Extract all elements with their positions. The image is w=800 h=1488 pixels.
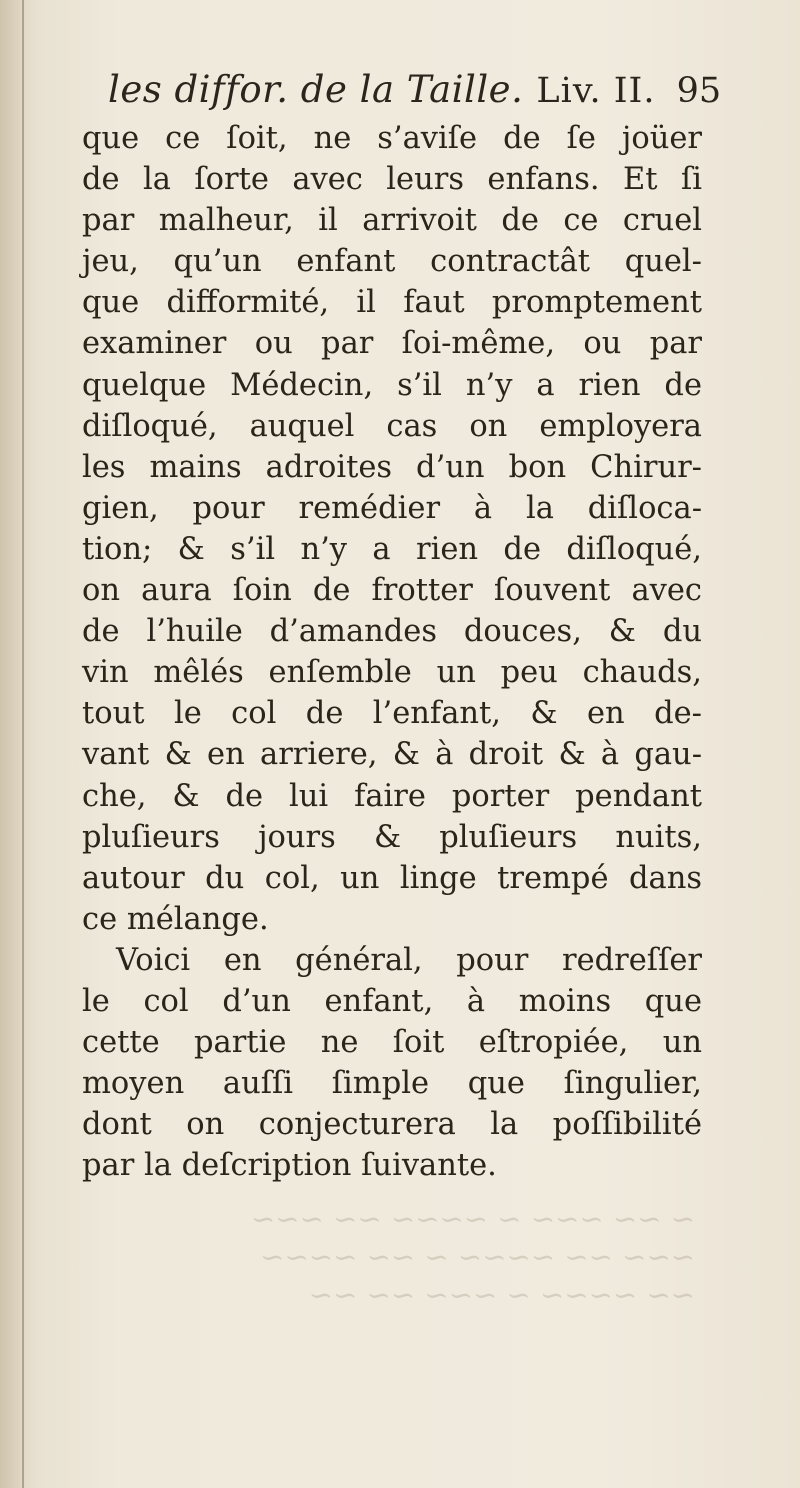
running-head-book: Liv. II.: [536, 71, 656, 111]
bleed-through-texture: ~ ~~ ~~~ ~ ~~~~ ~~ ~~~ ~~~ ~~ ~~~~ ~ ~~ ~~~~ ~~ ~~~~ ~ ~~~ ~~ ~~: [250, 1202, 695, 1312]
text-line: quelque Médecin, s’il n’y a rien de: [82, 367, 702, 403]
text-line: vant & en arriere, & à droit & à gau-: [82, 737, 702, 773]
text-line: le col d’un enfant, à moins que: [82, 983, 702, 1019]
text-line: on aura ſoin de frotter ſouvent avec: [82, 573, 702, 609]
running-head-title: les diffor. de la Taille.: [108, 68, 524, 111]
text-line: les mains adroites d’un bon Chirur-: [82, 449, 702, 485]
running-head: [108, 68, 722, 118]
text-line: tion; & s’il n’y a rien de diſloqué,: [82, 531, 702, 567]
text-line: dont on conjecturera la poſſibilité: [82, 1107, 702, 1143]
text-line: tout le col de l’enfant, & en de-: [82, 696, 702, 732]
text-line: autour du col, un linge trempé dans: [82, 860, 702, 896]
text-line: diſloqué, auquel cas on employera: [82, 408, 702, 444]
text-line: jeu, qu’un enfant contractât quel-: [82, 244, 702, 280]
paragraph-2: [82, 940, 702, 1187]
text-line: de l’huile d’amandes douces, & du: [82, 614, 702, 650]
gutter-edge: [22, 0, 24, 1488]
page-number: 95: [676, 71, 722, 111]
text-line: que ce ſoit, ne s’aviſe de ſe joüer: [82, 121, 702, 156]
text-line: de la ſorte avec leurs enfans. Et ſi: [82, 162, 702, 198]
text-line: Voici en général, pour redreſſer: [116, 942, 702, 978]
text-line: vin mêlés enſemble un peu chauds,: [82, 655, 702, 691]
text-line: examiner ou par ſoi-même, ou par: [82, 326, 702, 362]
text-line: ce mélange.: [82, 901, 269, 937]
text-line: che, & de lui faire porter pendant: [82, 778, 702, 814]
text-line: cette partie ne ſoit eſtropiée, un: [82, 1025, 702, 1061]
text-line: par malheur, il arrivoit de ce cruel: [82, 203, 702, 239]
text-line: que difformité, il faut promptement: [82, 285, 702, 321]
text-line: pluſieurs jours & pluſieurs nuits,: [82, 819, 702, 855]
body-text: [82, 118, 702, 1186]
text-line: gien, pour remédier à la diſloca-: [82, 490, 702, 526]
text-line: par la deſcription ſuivante.: [82, 1148, 497, 1184]
paragraph-1: [82, 118, 702, 940]
text-line: moyen auſſi ſimple que ſingulier,: [82, 1066, 702, 1102]
